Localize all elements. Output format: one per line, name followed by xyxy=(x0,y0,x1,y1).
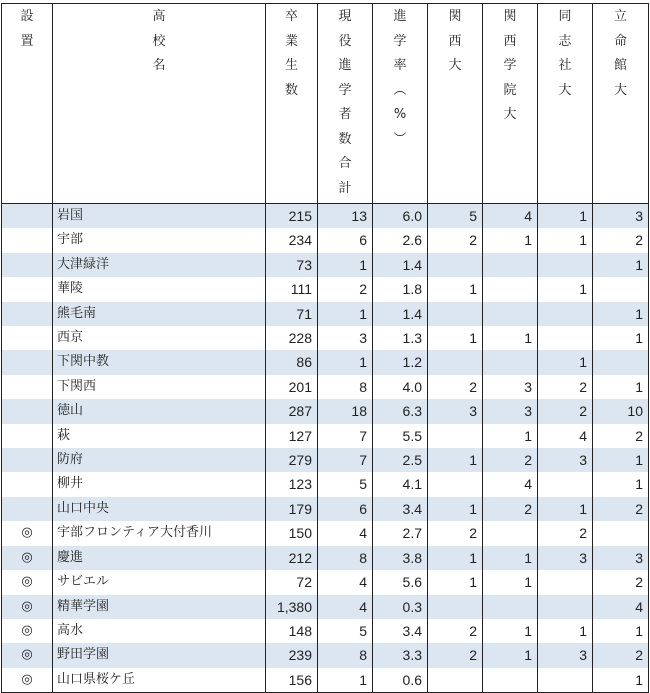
header-char: 学 xyxy=(503,58,517,73)
cell-kwansei: 1 xyxy=(483,570,538,594)
header-char: 役 xyxy=(338,33,352,49)
table-row xyxy=(2,546,649,570)
cell-graduates: 1,380 xyxy=(266,595,318,619)
cell-ritsumeikan xyxy=(593,277,649,301)
table-row xyxy=(2,448,649,472)
cell-doshisha xyxy=(538,326,593,350)
cell-total: 7 xyxy=(318,448,373,472)
cell-doshisha: 1 xyxy=(538,497,593,521)
cell-kwansei xyxy=(483,668,538,693)
cell-graduates: 148 xyxy=(266,619,318,643)
cell-ritsumeikan: 2 xyxy=(593,228,649,252)
cell-school: 慶進 xyxy=(53,546,266,570)
cell-kansai: 1 xyxy=(428,326,483,350)
cell-graduates: 156 xyxy=(266,668,318,693)
column-header-school xyxy=(53,4,266,204)
cell-doshisha: 1 xyxy=(538,350,593,374)
header-char: 大 xyxy=(503,107,517,122)
cell-kansai xyxy=(428,595,483,619)
cell-kansai xyxy=(428,472,483,496)
cell-total: 3 xyxy=(318,326,373,350)
cell-rate: 1.3 xyxy=(373,326,428,350)
cell-graduates: 73 xyxy=(266,253,318,277)
cell-setchi xyxy=(2,399,53,423)
cell-kwansei: 4 xyxy=(483,204,538,229)
cell-school: 高水 xyxy=(53,619,266,643)
cell-doshisha: 4 xyxy=(538,424,593,448)
table-row xyxy=(2,424,649,448)
table-row xyxy=(2,570,649,594)
cell-doshisha xyxy=(538,302,593,326)
header-char: 者 xyxy=(338,107,352,122)
cell-rate: 4.0 xyxy=(373,375,428,399)
cell-setchi xyxy=(2,277,53,301)
cell-kwansei xyxy=(483,521,538,545)
header-char: 高 xyxy=(152,9,166,24)
table-row xyxy=(2,375,649,399)
header-char: 計 xyxy=(338,180,352,196)
table-row xyxy=(2,302,649,326)
cell-doshisha xyxy=(538,472,593,496)
header-char: 業 xyxy=(284,33,298,49)
header-char: 大 xyxy=(558,82,572,98)
header-char: 西 xyxy=(503,33,517,49)
cell-graduates: 150 xyxy=(266,521,318,545)
cell-rate: 5.6 xyxy=(373,570,428,594)
cell-ritsumeikan: 1 xyxy=(593,668,649,693)
cell-ritsumeikan: 3 xyxy=(593,204,649,229)
cell-kansai: 2 xyxy=(428,643,483,667)
table-row xyxy=(2,350,649,374)
cell-ritsumeikan: 1 xyxy=(593,302,649,326)
header-char: 館 xyxy=(613,58,627,73)
table-row xyxy=(2,204,649,229)
cell-setchi xyxy=(2,253,53,277)
cell-rate: 3.4 xyxy=(373,497,428,521)
cell-total: 1 xyxy=(318,350,373,374)
cell-total: 8 xyxy=(318,546,373,570)
table-row xyxy=(2,619,649,643)
cell-total: 2 xyxy=(318,277,373,301)
cell-ritsumeikan: 2 xyxy=(593,570,649,594)
cell-kansai: 2 xyxy=(428,619,483,643)
cell-school: 華陵 xyxy=(53,277,266,301)
cell-setchi xyxy=(2,472,53,496)
column-header-graduates xyxy=(266,4,318,204)
cell-total: 1 xyxy=(318,253,373,277)
table-row xyxy=(2,643,649,667)
cell-setchi: ◎ xyxy=(2,521,53,545)
cell-school: 岩国 xyxy=(53,204,266,229)
header-char: 大 xyxy=(613,82,627,98)
cell-school: サビエル xyxy=(53,570,266,594)
cell-rate: 2.7 xyxy=(373,521,428,545)
header-char: 院 xyxy=(503,82,517,98)
cell-graduates: 228 xyxy=(266,326,318,350)
cell-setchi: ◎ xyxy=(2,643,53,667)
cell-graduates: 86 xyxy=(266,350,318,374)
cell-setchi: ◎ xyxy=(2,668,53,693)
cell-ritsumeikan xyxy=(593,350,649,374)
cell-school: 精華学園 xyxy=(53,595,266,619)
cell-kansai: 2 xyxy=(428,521,483,545)
cell-total: 13 xyxy=(318,204,373,229)
header-char: 志 xyxy=(558,33,572,49)
cell-doshisha: 1 xyxy=(538,228,593,252)
header-char: 名 xyxy=(152,58,166,73)
cell-rate: 2.6 xyxy=(373,228,428,252)
cell-school: 山口中央 xyxy=(53,497,266,521)
header-char: 学 xyxy=(393,33,407,49)
cell-ritsumeikan: 2 xyxy=(593,497,649,521)
admissions-table xyxy=(1,3,649,693)
header-char: 生 xyxy=(284,58,298,73)
column-header-ritsumeikan xyxy=(593,4,649,204)
cell-school: 下関西 xyxy=(53,375,266,399)
cell-kansai: 1 xyxy=(428,497,483,521)
cell-setchi xyxy=(2,448,53,472)
cell-setchi: ◎ xyxy=(2,595,53,619)
cell-doshisha: 2 xyxy=(538,521,593,545)
table-row xyxy=(2,668,649,693)
cell-school: 熊毛南 xyxy=(53,302,266,326)
cell-school: 西京 xyxy=(53,326,266,350)
cell-rate: 1.2 xyxy=(373,350,428,374)
cell-kansai: 2 xyxy=(428,228,483,252)
column-header-setchi xyxy=(2,4,53,204)
cell-rate: 1.4 xyxy=(373,253,428,277)
cell-kansai: 1 xyxy=(428,277,483,301)
cell-kwansei: 4 xyxy=(483,472,538,496)
cell-school: 徳山 xyxy=(53,399,266,423)
cell-kansai: 1 xyxy=(428,570,483,594)
table-row xyxy=(2,472,649,496)
cell-setchi xyxy=(2,326,53,350)
cell-ritsumeikan xyxy=(593,521,649,545)
cell-kwansei: 1 xyxy=(483,228,538,252)
cell-graduates: 212 xyxy=(266,546,318,570)
cell-doshisha: 3 xyxy=(538,643,593,667)
cell-ritsumeikan: 1 xyxy=(593,375,649,399)
header-char: 率 xyxy=(393,58,407,73)
cell-total: 8 xyxy=(318,375,373,399)
cell-total: 6 xyxy=(318,497,373,521)
cell-setchi xyxy=(2,424,53,448)
table-row xyxy=(2,521,649,545)
cell-setchi: ◎ xyxy=(2,546,53,570)
cell-graduates: 234 xyxy=(266,228,318,252)
cell-graduates: 72 xyxy=(266,570,318,594)
cell-kansai: 5 xyxy=(428,204,483,229)
cell-ritsumeikan: 4 xyxy=(593,595,649,619)
cell-doshisha: 3 xyxy=(538,448,593,472)
header-char: 現 xyxy=(338,9,352,24)
column-header-rate xyxy=(373,4,428,204)
header-char: 合 xyxy=(338,156,352,171)
cell-graduates: 279 xyxy=(266,448,318,472)
cell-doshisha xyxy=(538,253,593,277)
cell-kansai xyxy=(428,253,483,277)
cell-school: 萩 xyxy=(53,424,266,448)
cell-total: 5 xyxy=(318,472,373,496)
cell-ritsumeikan: 1 xyxy=(593,448,649,472)
cell-kwansei: 1 xyxy=(483,326,538,350)
cell-school: 宇部 xyxy=(53,228,266,252)
header-char: 数 xyxy=(284,82,298,98)
cell-graduates: 287 xyxy=(266,399,318,423)
header-char: 関 xyxy=(503,9,517,24)
cell-kwansei: 2 xyxy=(483,448,538,472)
cell-doshisha: 2 xyxy=(538,375,593,399)
table-row xyxy=(2,326,649,350)
cell-graduates: 179 xyxy=(266,497,318,521)
cell-ritsumeikan: 2 xyxy=(593,424,649,448)
cell-setchi: ◎ xyxy=(2,570,53,594)
table-row xyxy=(2,253,649,277)
cell-kwansei: 1 xyxy=(483,424,538,448)
cell-school: 防府 xyxy=(53,448,266,472)
cell-kansai xyxy=(428,424,483,448)
cell-total: 4 xyxy=(318,570,373,594)
cell-kwansei xyxy=(483,350,538,374)
header-char: 卒 xyxy=(284,9,298,24)
cell-setchi xyxy=(2,497,53,521)
cell-rate: 6.3 xyxy=(373,399,428,423)
cell-rate: 3.8 xyxy=(373,546,428,570)
cell-total: 8 xyxy=(318,643,373,667)
cell-school: 下関中教 xyxy=(53,350,266,374)
cell-kwansei xyxy=(483,302,538,326)
cell-ritsumeikan: 2 xyxy=(593,643,649,667)
cell-ritsumeikan: 3 xyxy=(593,546,649,570)
cell-rate: 0.3 xyxy=(373,595,428,619)
cell-total: 18 xyxy=(318,399,373,423)
header-char: 置 xyxy=(20,33,34,49)
cell-school: 柳井 xyxy=(53,472,266,496)
cell-setchi xyxy=(2,375,53,399)
column-header-doshisha xyxy=(538,4,593,204)
header-char: 大 xyxy=(448,58,462,73)
cell-total: 1 xyxy=(318,302,373,326)
header-char: ︶ xyxy=(393,131,407,147)
cell-doshisha xyxy=(538,668,593,693)
table-header-row xyxy=(2,4,649,204)
cell-kwansei: 3 xyxy=(483,399,538,423)
cell-doshisha: 1 xyxy=(538,277,593,301)
header-char: 立 xyxy=(613,9,627,24)
table-row xyxy=(2,399,649,423)
cell-total: 6 xyxy=(318,228,373,252)
cell-doshisha: 2 xyxy=(538,399,593,423)
cell-kansai: 1 xyxy=(428,448,483,472)
cell-setchi xyxy=(2,228,53,252)
header-char: 進 xyxy=(393,9,407,24)
cell-school: 大津緑洋 xyxy=(53,253,266,277)
cell-doshisha: 1 xyxy=(538,619,593,643)
table-row xyxy=(2,228,649,252)
cell-doshisha xyxy=(538,570,593,594)
cell-kwansei: 3 xyxy=(483,375,538,399)
header-char: 命 xyxy=(613,33,627,49)
cell-total: 1 xyxy=(318,668,373,693)
header-char: 関 xyxy=(448,9,462,24)
cell-kansai: 3 xyxy=(428,399,483,423)
cell-kansai xyxy=(428,668,483,693)
cell-graduates: 71 xyxy=(266,302,318,326)
cell-setchi xyxy=(2,350,53,374)
table-row xyxy=(2,595,649,619)
cell-kwansei: 1 xyxy=(483,619,538,643)
cell-graduates: 239 xyxy=(266,643,318,667)
header-char: 設 xyxy=(20,9,34,24)
cell-rate: 3.4 xyxy=(373,619,428,643)
cell-rate: 1.4 xyxy=(373,302,428,326)
cell-ritsumeikan: 1 xyxy=(593,253,649,277)
column-header-total xyxy=(318,4,373,204)
cell-kwansei xyxy=(483,595,538,619)
cell-school: 宇部フロンティア大付香川 xyxy=(53,521,266,545)
cell-total: 4 xyxy=(318,521,373,545)
header-char: 学 xyxy=(338,82,352,98)
cell-kwansei: 1 xyxy=(483,643,538,667)
header-char: 西 xyxy=(448,33,462,49)
cell-setchi xyxy=(2,204,53,229)
cell-school: 山口県桜ケ丘 xyxy=(53,668,266,693)
cell-setchi: ◎ xyxy=(2,619,53,643)
cell-ritsumeikan: 10 xyxy=(593,399,649,423)
cell-doshisha: 1 xyxy=(538,204,593,229)
cell-rate: 4.1 xyxy=(373,472,428,496)
cell-ritsumeikan: 1 xyxy=(593,326,649,350)
cell-kwansei xyxy=(483,277,538,301)
cell-graduates: 127 xyxy=(266,424,318,448)
cell-doshisha xyxy=(538,595,593,619)
header-char: 同 xyxy=(558,9,572,24)
cell-kansai xyxy=(428,350,483,374)
table-row xyxy=(2,497,649,521)
header-char: 数 xyxy=(338,131,352,147)
cell-ritsumeikan: 1 xyxy=(593,472,649,496)
cell-school: 野田学園 xyxy=(53,643,266,667)
cell-ritsumeikan: 1 xyxy=(593,619,649,643)
cell-graduates: 123 xyxy=(266,472,318,496)
cell-total: 7 xyxy=(318,424,373,448)
cell-kansai: 1 xyxy=(428,546,483,570)
cell-total: 4 xyxy=(318,595,373,619)
cell-kansai xyxy=(428,302,483,326)
column-header-kwansei xyxy=(483,4,538,204)
cell-rate: 3.3 xyxy=(373,643,428,667)
cell-kwansei: 1 xyxy=(483,546,538,570)
column-header-kansai xyxy=(428,4,483,204)
cell-rate: 0.6 xyxy=(373,668,428,693)
cell-rate: 6.0 xyxy=(373,204,428,229)
cell-graduates: 111 xyxy=(266,277,318,301)
cell-graduates: 215 xyxy=(266,204,318,229)
header-char: 校 xyxy=(152,33,166,49)
cell-setchi xyxy=(2,302,53,326)
cell-rate: 5.5 xyxy=(373,424,428,448)
table-row xyxy=(2,277,649,301)
cell-graduates: 201 xyxy=(266,375,318,399)
header-char: % xyxy=(393,107,407,122)
cell-rate: 2.5 xyxy=(373,448,428,472)
cell-doshisha: 3 xyxy=(538,546,593,570)
header-char: ︵ xyxy=(393,82,407,98)
header-char: 社 xyxy=(558,58,572,73)
cell-kansai: 2 xyxy=(428,375,483,399)
cell-kwansei: 2 xyxy=(483,497,538,521)
header-char: 進 xyxy=(338,58,352,73)
cell-total: 5 xyxy=(318,619,373,643)
cell-kwansei xyxy=(483,253,538,277)
cell-rate: 1.8 xyxy=(373,277,428,301)
